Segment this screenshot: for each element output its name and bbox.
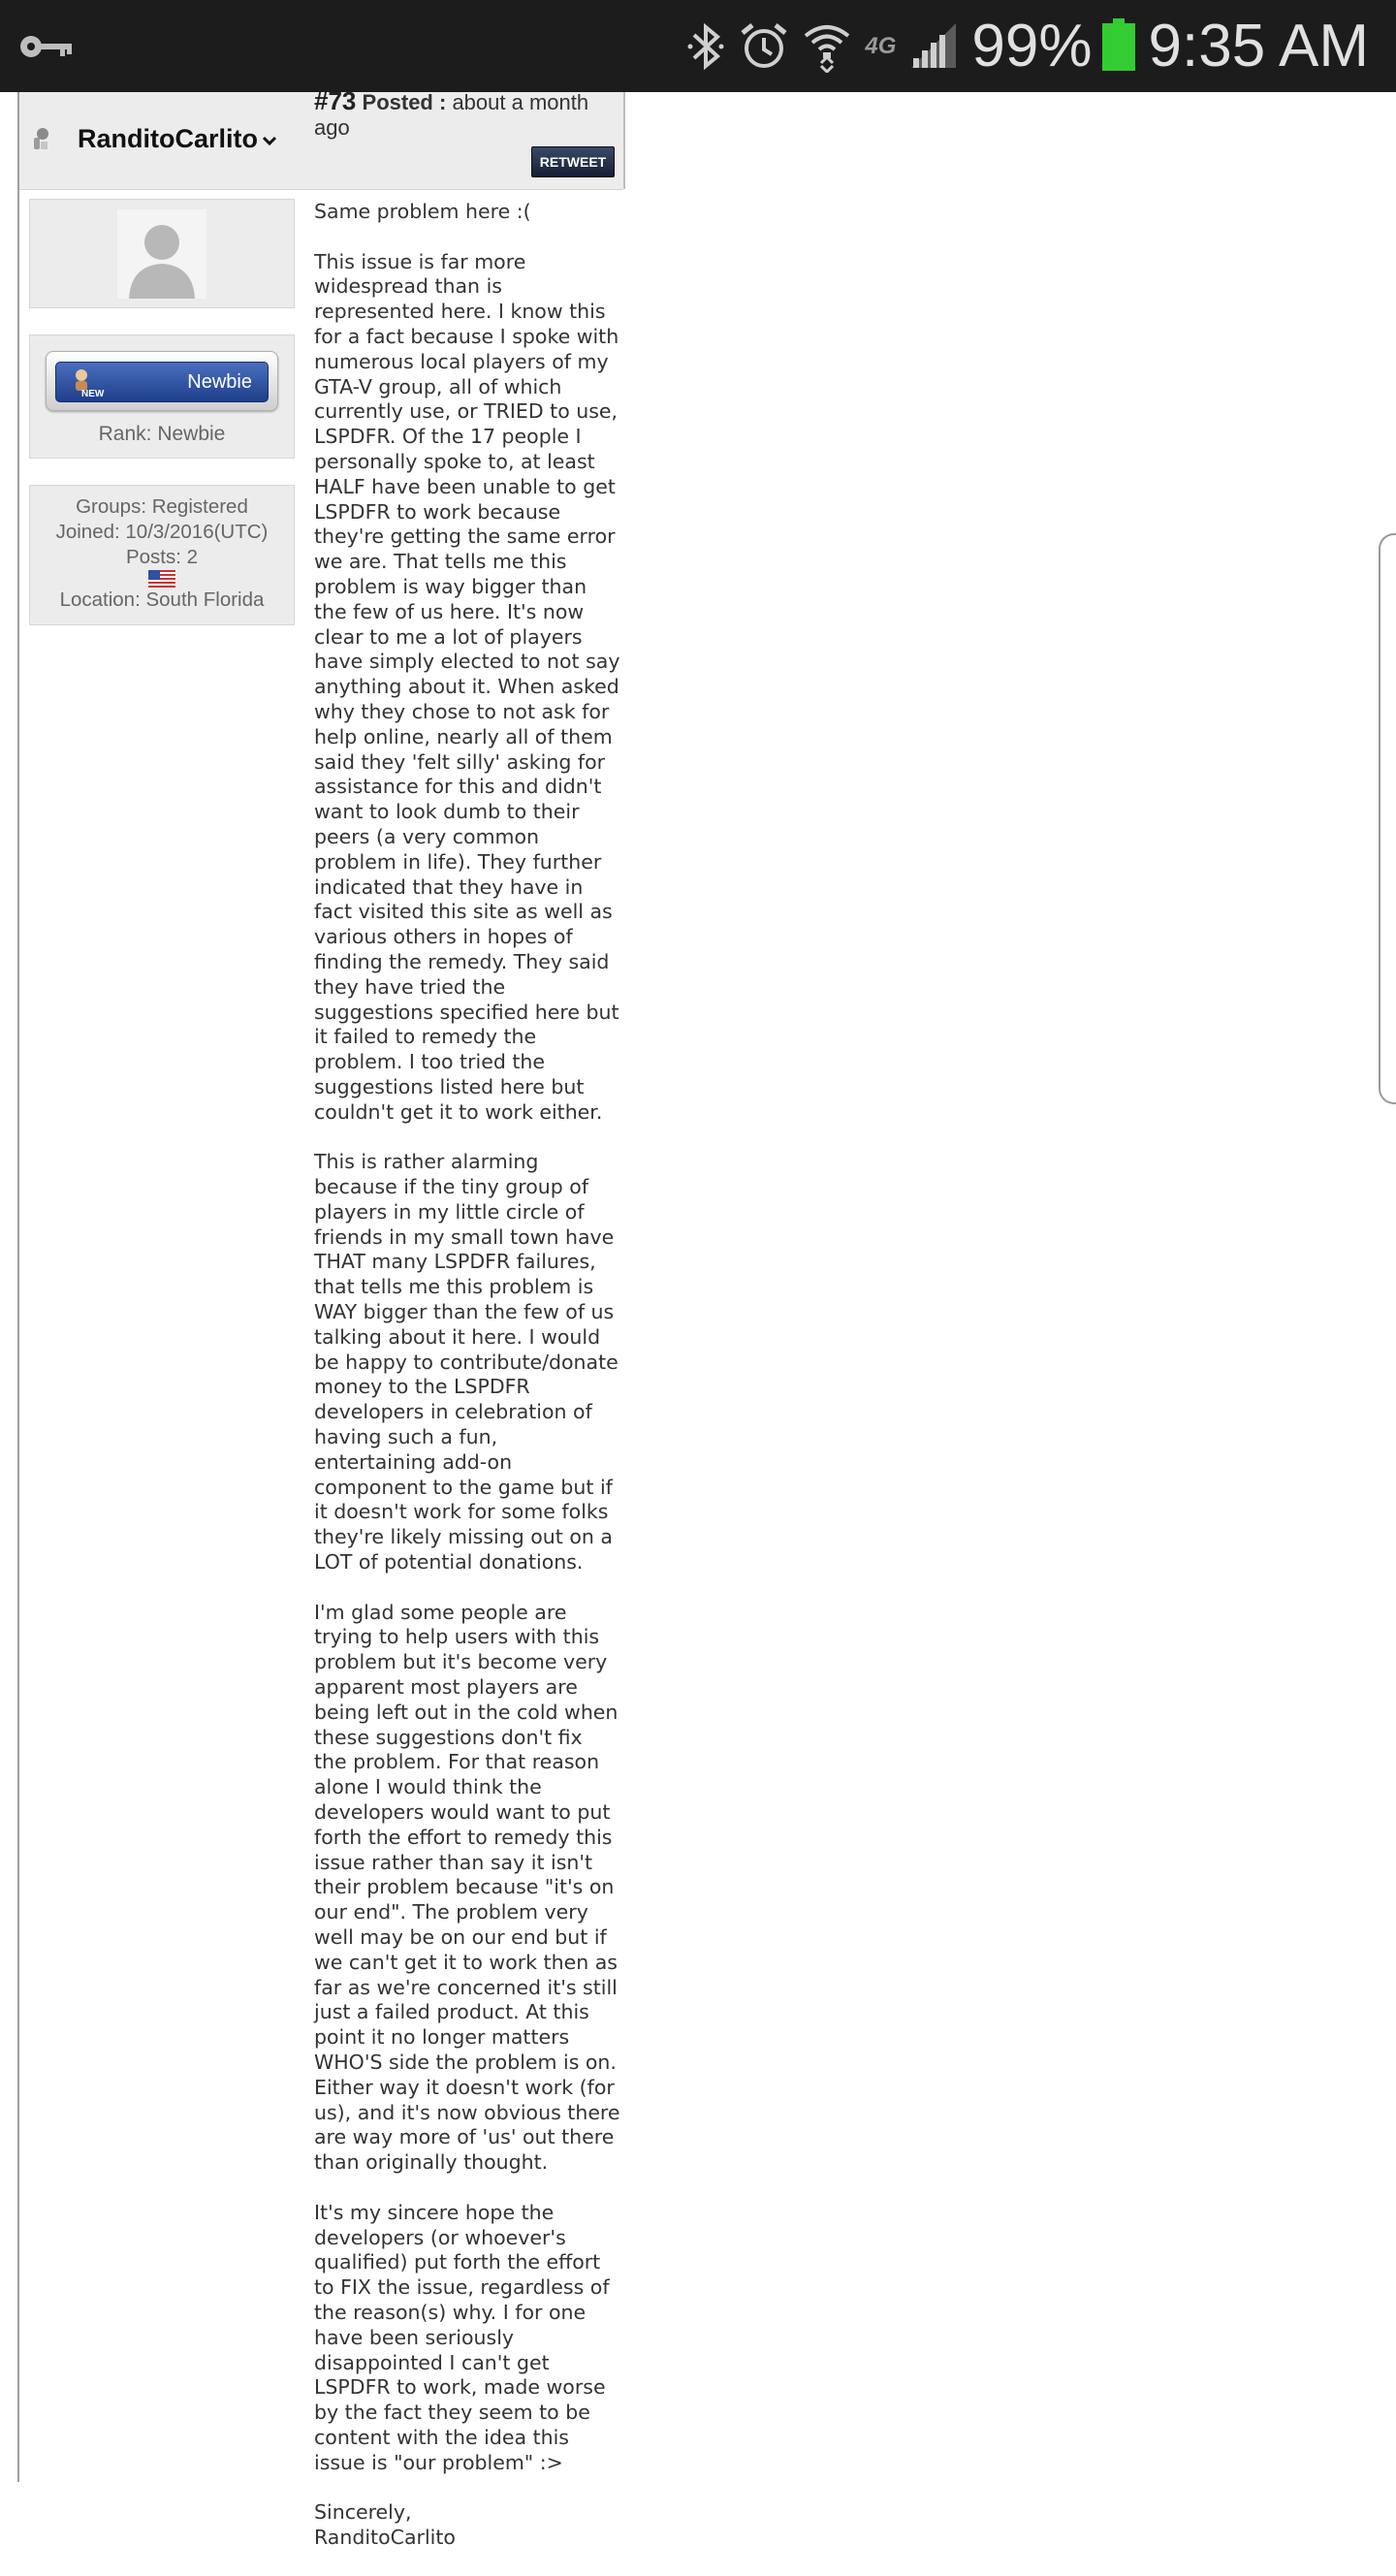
post-header-divider	[623, 92, 625, 189]
page-left-border	[17, 92, 19, 2482]
rank-badge	[46, 351, 278, 411]
battery-percent: 99%	[971, 13, 1093, 80]
rank-box	[29, 334, 295, 459]
post-paragraph: It's my sincere hope the developers (or whoever's qualified) put forth the effort to FIX the issue, regardless of the reason(s) why. I for one have been seriously disappointed I can't get LSPDFR to work, made worse by the fact they seem to be content with the idea this issue is "our problem" :>	[314, 2200, 610, 2474]
network-label: 4G	[865, 32, 897, 59]
author-info-box	[29, 485, 295, 625]
author-menu[interactable]	[31, 110, 277, 168]
post-paragraph: This is rather alarming because if the tiny group of players in my little circle of friends in my small town have THAT many LSPDFR failures, that tells me this problem is WAY bigger than the few of us talking about it here. I would be happy to contribute/donate money to the LSPDFR developers in celebration of having such a fun, entertaining add-on component to the game but if it doesn't work for some folks they're likely missing out on a LOT of potential donations.	[314, 1150, 619, 1574]
key-icon	[17, 27, 76, 66]
edge-panel-handle[interactable]	[1379, 533, 1396, 1104]
battery-icon	[1102, 18, 1135, 75]
4g-icon	[865, 33, 896, 60]
retweet-button[interactable]: RETWEET	[531, 146, 615, 177]
author-username[interactable]: RanditoCarlito	[78, 123, 258, 153]
user-status-icon	[31, 126, 50, 151]
rank-text: Rank: Newbie	[98, 423, 226, 445]
bluetooth-icon	[686, 21, 725, 72]
post-paragraph: This issue is far more widespread than is represented here. I know this for a fact because I spoke with numerous local players of my GTA-V group, all of which currently use, or TRIED to use, LSPDFR. Of the 17 people I personally spoke to, at least HALF have been unable to get LSPDFR to work because they're getting the same error we are. That tells me this problem is way bigger than the few of us here. It's now clear to me a lot of players have simply elected to not say anything about it. When asked why they chose to not ask for help online, nearly all of them said they 'felt silly' asking for assistance for this and didn't want to look dumb to their peers (a very common problem in life). They further indicated that they have in fact visited this site as well as various others in hopes of finding the remedy. They said they have tried the suggestions specified here but it failed to remedy the problem. I too tried the suggestions listed here but couldn't get it to work either.	[314, 249, 620, 1124]
post-meta	[314, 88, 615, 141]
status-bar	[0, 0, 1396, 92]
new-user-icon	[70, 368, 112, 398]
post-number[interactable]: #73	[314, 86, 357, 115]
chevron-down-icon[interactable]	[262, 135, 277, 146]
post-header	[19, 86, 623, 190]
alarm-icon	[739, 21, 789, 72]
author-joined: Joined: 10/3/2016(UTC)	[55, 521, 269, 543]
rank-badge-label: Newbie	[187, 371, 252, 393]
signal-icon	[909, 23, 958, 70]
post-signature: Sincerely, RanditoCarlito	[314, 2500, 456, 2550]
us-flag-icon	[148, 570, 175, 588]
post-body	[314, 200, 620, 2576]
posted-label: Posted :	[362, 90, 447, 114]
default-avatar-icon	[117, 209, 206, 299]
wifi-icon	[803, 20, 851, 73]
new-icon-text: NEW	[81, 389, 105, 398]
posted-time: about a month ago	[314, 90, 589, 140]
post-paragraph: I'm glad some people are trying to help users with this problem but it's become very apparent most players are being left out in the cold when these suggestions don't fix the problem. For that reason alone I would think the developers would want to put forth the effort to remedy this issue rather than say it isn't their problem because "it's on our end". The problem very well may be on our end but if we can't get it to work then as far as we're concerned it's still just a failed product. At this point it no longer matters WHO'S side the problem is on. Either way it doesn't work (for us), and it's now obvious there are way more of 'us' out there than originally thought.	[314, 1600, 620, 2175]
author-posts: Posts: 2	[125, 546, 199, 568]
author-groups: Groups: Registered	[76, 495, 248, 518]
avatar-box	[29, 199, 295, 308]
author-location: Location: South Florida	[59, 588, 265, 611]
clock: 9:35 AM	[1148, 13, 1369, 80]
post-paragraph: Same problem here :(	[314, 200, 531, 223]
avatar[interactable]	[117, 209, 206, 299]
